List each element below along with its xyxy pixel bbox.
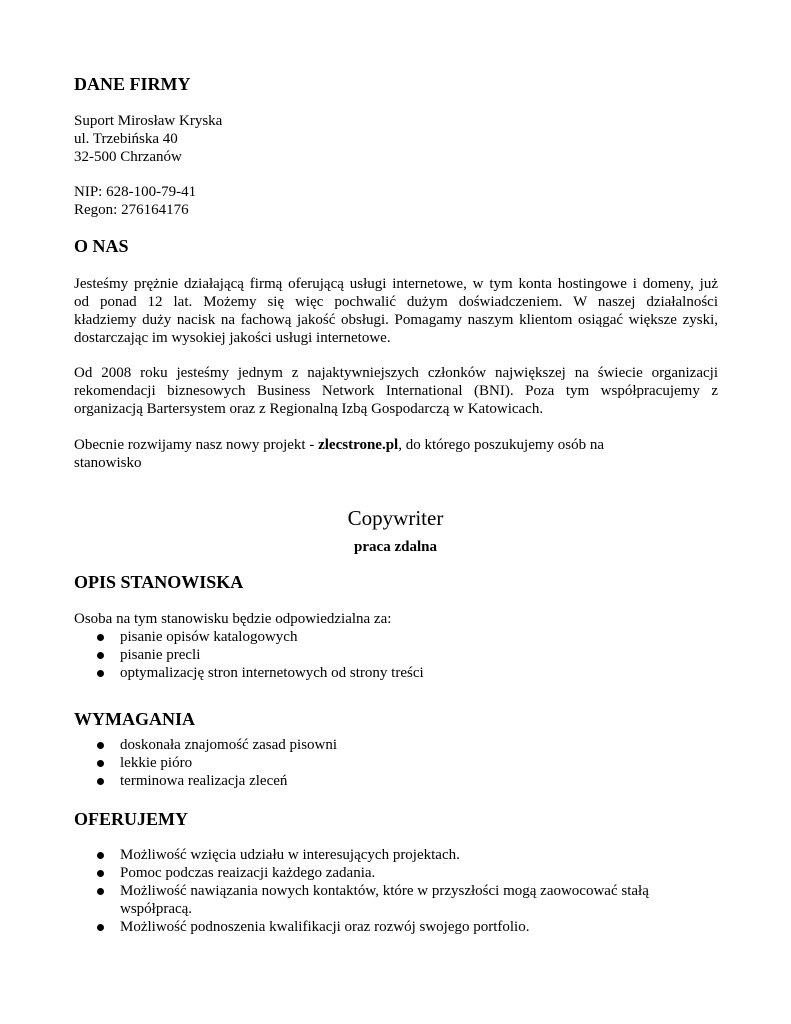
company-heading: DANE FIRMY xyxy=(74,74,191,94)
company-address xyxy=(74,112,718,166)
description-heading: OPIS STANOWISKA xyxy=(74,572,244,592)
about-paragraph-1 xyxy=(74,275,718,347)
about-p1-line: dostarczając im wysokiej jakości usługi internetowe. xyxy=(74,330,391,346)
job-title: Copywriter xyxy=(347,506,444,530)
company-name: Suport Mirosław Kryska xyxy=(74,113,223,129)
list-item: Możliwość podnoszenia kwalifikacji oraz rozwój swojego portfolio. xyxy=(74,918,694,936)
about-heading: O NAS xyxy=(74,236,129,256)
about-paragraph-3 xyxy=(74,436,718,472)
about-p2-line: organizacją Bartersystem oraz z Regionalną Izbą Gospodarczą w Katowicach. xyxy=(74,401,544,417)
about-p1-line: kładziemy duży nacisk na fachową jakość obsługi. Pomagamy naszym klientom osiągać większe zyski, xyxy=(74,312,718,328)
about-paragraph-2 xyxy=(74,364,718,418)
offer-heading: OFERUJEMY xyxy=(74,809,188,829)
about-p2-line: rekomendacji biznesowych Business Network International (BNI). Poza tym współpracujemy z xyxy=(74,383,718,399)
description-intro-text: Osoba na tym stanowisku będzie odpowiedzialna za: xyxy=(74,611,392,627)
company-city: 32-500 Chrzanów xyxy=(74,149,182,165)
requirements-heading: WYMAGANIA xyxy=(74,709,195,729)
list-item: Możliwość nawiązania nowych kontaktów, które w przyszłości mogą zaowocować stałą współpracą. xyxy=(74,882,694,918)
description-intro xyxy=(74,610,718,628)
list-item: optymalizację stron internetowych od strony treści xyxy=(74,664,724,682)
project-link: zlecstrone.pl xyxy=(318,437,399,453)
about-p1-line: Jesteśmy prężnie działającą firmą oferującą usługi internetowe, w tym konta hostingowe i domeny, już xyxy=(74,276,718,292)
list-item: doskonała znajomość zasad pisowni xyxy=(74,736,724,754)
list-item: pisanie opisów katalogowych xyxy=(74,628,724,646)
list-item: lekkie pióro xyxy=(74,754,724,772)
list-item: Pomoc podczas reaizacji każdego zadania. xyxy=(74,864,694,882)
company-regon: Regon: 276164176 xyxy=(74,202,189,218)
about-p3-text: Obecnie rozwijamy nasz nowy projekt - xyxy=(74,437,319,453)
company-registration xyxy=(74,183,718,219)
about-p3-text-end: , do którego poszukujemy osób na xyxy=(398,437,605,453)
about-p3-line-2: stanowisko xyxy=(74,455,142,471)
list-item: Możliwość wzięcia udziału w interesujących projektach. xyxy=(74,846,694,864)
offer-list xyxy=(74,846,694,936)
about-p1-line: od ponad 12 lat. Możemy się więc pochwalić dużym doświadczeniem. W naszej działalności xyxy=(74,294,718,310)
requirements-list xyxy=(74,736,724,790)
company-nip: NIP: 628-100-79-41 xyxy=(74,184,197,200)
duties-list xyxy=(74,628,724,682)
company-street: ul. Trzebińska 40 xyxy=(74,131,178,147)
job-subtitle: praca zdalna xyxy=(354,539,437,555)
about-p2-line: Od 2008 roku jesteśmy jednym z najaktywniejszych członków największej na świecie organizacji xyxy=(74,365,718,381)
about-p3-line-1 xyxy=(74,436,718,454)
list-item: pisanie precli xyxy=(74,646,724,664)
list-item: terminowa realizacja zleceń xyxy=(74,772,724,790)
